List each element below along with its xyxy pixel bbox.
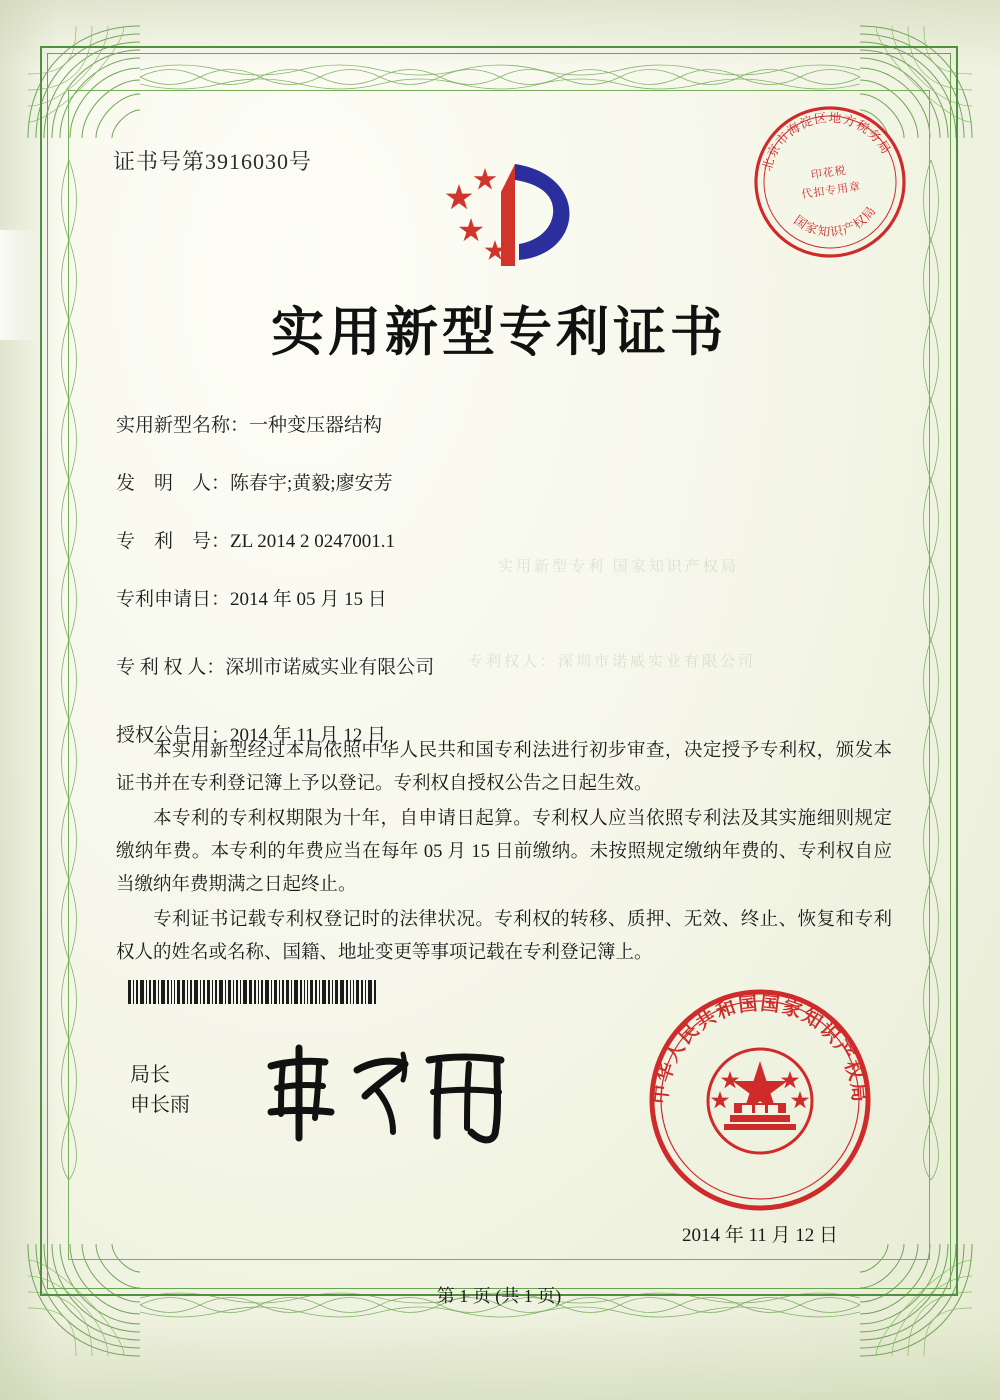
signature-title: 局长	[130, 1064, 170, 1086]
certificate-number: 证书号第3916030号	[113, 149, 313, 174]
paragraph-1: 本实用新型经过本局依照中华人民共和国专利法进行初步审查，决定授予专利权，颁发本证书并在专利登记簿上予以登记。专利权自授权公告之日起生效。	[116, 741, 892, 794]
field-patent-number	[116, 526, 896, 553]
field-value: ZL 2014 2 0247001.1	[230, 531, 396, 552]
patent-logo-icon	[423, 148, 583, 278]
paragraph-2: 本专利的专利权期限为十年，自申请日起算。专利权人应当依照专利法及其实施细则规定缴纳年费。本专利的年费应当在每年 05 月 15 日前缴纳。未按照规定缴纳年费的、专利权自应当缴纳年费期满之日起终止。	[116, 809, 892, 895]
field-value: 2014 年 05 月 15 日	[230, 589, 387, 610]
field-application-date	[116, 584, 896, 611]
field-label: 发 明 人：	[116, 473, 231, 494]
field-utility-model-name	[116, 410, 896, 437]
field-label: 专 利 权 人：	[116, 657, 226, 678]
signature-labels	[130, 1060, 190, 1120]
svg-text:国家知识产权局: 国家知识产权局	[791, 203, 879, 240]
seal-date: 2014 年 11 月 12 日	[681, 1225, 839, 1246]
page-title: 实用新型专利证书	[271, 301, 727, 363]
ghost-text-line1: 实用新型专利 国家知识产权局	[498, 559, 739, 575]
tax-stamp-line2: 代扣专用章	[800, 180, 862, 202]
field-label: 授权公告日：	[116, 725, 231, 746]
scan-fold-mark	[0, 230, 40, 340]
barcode	[128, 980, 378, 1004]
field-label: 专利申请日：	[116, 589, 231, 610]
fields-block	[116, 410, 896, 776]
field-label: 专 利 号：	[116, 531, 231, 552]
field-patentee	[116, 652, 896, 679]
national-ip-administration-seal	[645, 985, 875, 1215]
field-value: 一种变压器结构	[249, 415, 383, 436]
tax-stamp-line1: 印花税	[810, 164, 848, 182]
paragraph-3: 专利证书记载专利权登记时的法律状况。专利权的转移、质押、无效、终止、恢复和专利权人的姓名或名称、国籍、地址变更等事项记载在专利登记簿上。	[116, 910, 892, 963]
tax-stamp-seal	[740, 92, 921, 273]
field-label: 实用新型名称：	[116, 415, 250, 436]
svg-text:中华人民共和国国家知识产权局: 中华人民共和国国家知识产权局	[650, 993, 870, 1105]
field-value: 陈春宇;黄毅;廖安芳	[230, 473, 393, 494]
field-inventors	[116, 468, 896, 495]
handwritten-signature	[253, 1040, 533, 1150]
scan-shadow-bottom	[0, 1310, 1000, 1400]
certificate-content	[68, 90, 930, 1306]
field-value: 深圳市诺威实业有限公司	[225, 657, 435, 678]
legal-paragraphs	[116, 735, 892, 972]
svg-text:北京市海淀区地方税务局: 北京市海淀区地方税务局	[759, 110, 894, 173]
ghost-text-line2: 专利权人：深圳市诺威实业有限公司	[468, 654, 757, 670]
page-footer: 第 1 页 (共 1 页)	[436, 1286, 562, 1306]
signature-name: 申长雨	[130, 1094, 190, 1116]
field-value: 2014 年 11 月 12 日	[230, 725, 387, 746]
